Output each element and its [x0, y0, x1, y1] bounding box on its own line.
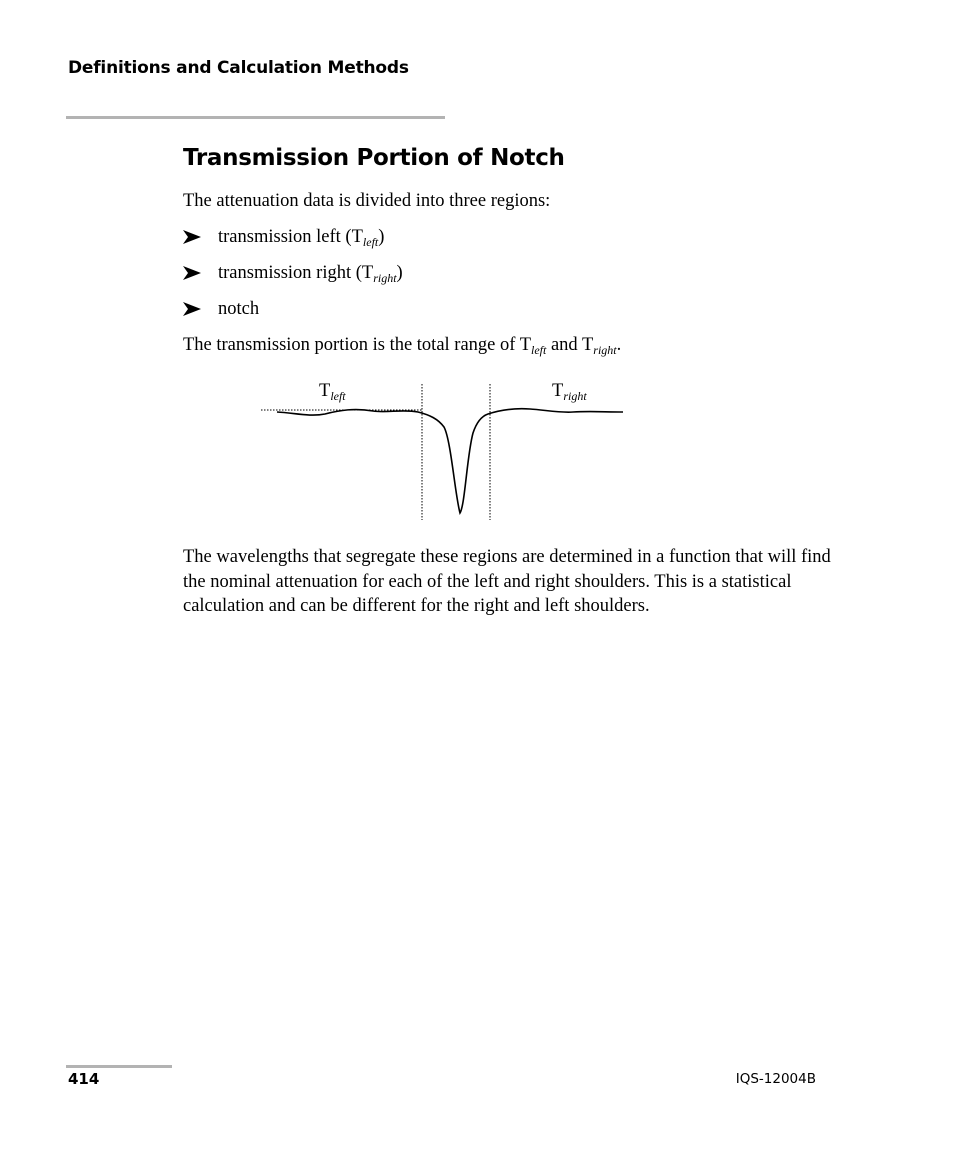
range-paragraph	[183, 333, 621, 358]
notch-figure	[255, 375, 635, 525]
range-sub-left: left	[531, 343, 547, 357]
arrow-bullet-icon	[183, 230, 201, 244]
page-number: 414	[68, 1070, 100, 1088]
list-item-subscript: left	[362, 235, 379, 249]
arrow-bullet-icon	[183, 302, 201, 316]
list-item-text: transmission right (T	[218, 263, 374, 283]
range-text-1: The transmission portion is the total range of T	[183, 335, 532, 355]
arrow-bullet-icon	[183, 266, 201, 280]
attenuation-curve	[277, 409, 623, 513]
notch-plot	[255, 375, 635, 525]
list-item-text: transmission left (T	[218, 227, 363, 247]
range-text-2: and T	[546, 335, 594, 355]
range-sub-right: right	[593, 343, 617, 357]
list-item	[183, 261, 403, 297]
header-rule	[66, 116, 445, 119]
footer-rule	[66, 1065, 172, 1068]
list-item-close: )	[396, 263, 403, 283]
list-item-text: notch	[218, 299, 260, 319]
list-item	[183, 225, 403, 261]
document-code: IQS-12004B	[735, 1071, 816, 1087]
section-title: Transmission Portion of Notch	[183, 145, 565, 171]
figure-label-left-t: T	[319, 381, 331, 401]
figure-label-right-sub: right	[563, 389, 587, 403]
running-header: Definitions and Calculation Methods	[68, 58, 409, 78]
figure-label-left-sub: left	[330, 389, 346, 403]
intro-paragraph: The attenuation data is divided into three regions:	[183, 191, 551, 211]
region-list	[183, 225, 403, 333]
list-item-close: )	[378, 227, 385, 247]
range-text-3: .	[616, 335, 622, 355]
figure-label-right-t: T	[552, 381, 564, 401]
list-item	[183, 297, 403, 333]
list-item-subscript: right	[373, 271, 397, 285]
body-paragraph: The wavelengths that segregate these regions are determined in a function that will find the nominal attenuation for each of the left and right shoulders. This is a statistical calculation and can be different for the right and left shoulders.	[183, 547, 831, 616]
